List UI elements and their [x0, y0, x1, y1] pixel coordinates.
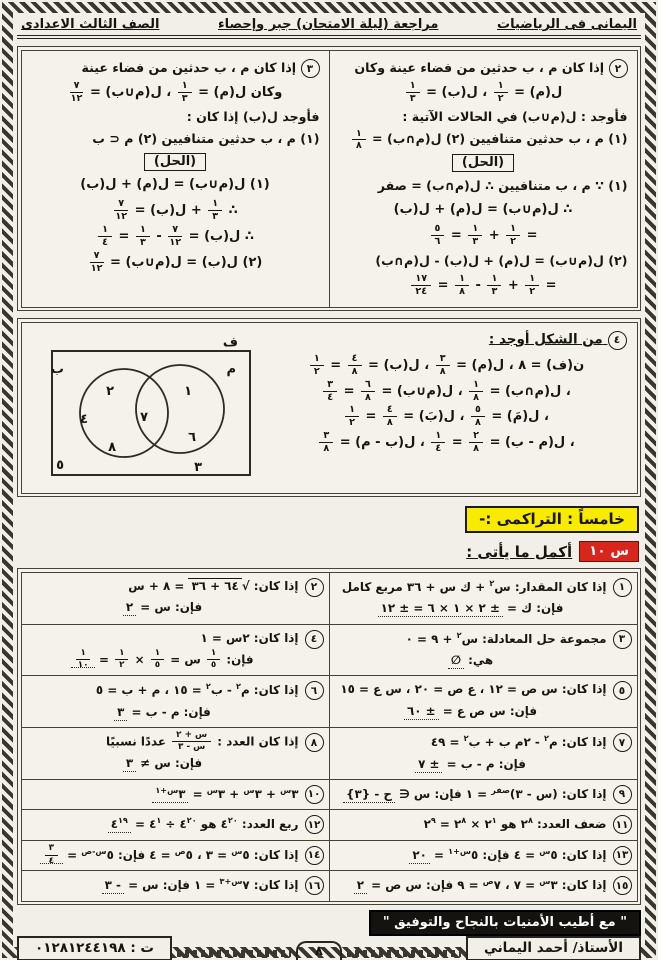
item-line: إذا كان: $٥^س$ = ٤ فإن: $٥^{س+١}$ = ٢٠	[335, 844, 607, 866]
question-2	[329, 51, 637, 307]
item-line: إذا كان: $٧^{س+٣}$ = ١ فإن: س = - ٣	[27, 874, 299, 896]
item-number: ٩	[613, 785, 632, 804]
venn-universe-label: ف	[222, 334, 238, 350]
item-line: إذا كان: √٦٤ + ٣٦ = ٨ + س	[128, 578, 299, 593]
question-2-line-4: (١) م ، ب حدثين متنافيين (٢) ل(م∩ب) = $\frac{١}{٨}$	[339, 128, 628, 151]
fill-table-inner	[21, 572, 638, 902]
item-number: ٤	[305, 630, 324, 649]
item-number: ١٦	[305, 876, 324, 895]
header-left-title: الصف الثالث الاعدادى	[21, 17, 160, 32]
item-line: إذا كان: $٥^س$ = ٣ ، $٥^ص$ = ٤ فإن: $٥^{س-ص}$ = $\frac{٣}{٤}$	[27, 844, 299, 866]
decorative-chain-line	[347, 950, 461, 957]
item-line: إذا كان: م$^٢$ - ب$^٢$ = ١٥ ، م + ب = ٥	[95, 681, 299, 698]
header-right-title: اليمانى فى الرياضيات	[497, 17, 637, 32]
wishes-box: " مع أطيب الأمنيات بالنجاح والتوفيق "	[369, 910, 641, 936]
item-number: ١٠	[305, 785, 324, 804]
venn-value: ١	[183, 383, 192, 399]
question-10-prompt: أكمل ما يأتى :	[466, 542, 573, 561]
question-4-equation-2: ، ل(م∩ب) = $\frac{١}{٨}$ ، ل(م∪ب) = $\frac{٦}{٨}$ = $\frac{٣}{٤}$	[264, 380, 629, 404]
question-4-content	[21, 322, 638, 494]
table-cell-item-4	[22, 625, 329, 676]
venn-circle-b	[80, 369, 168, 457]
table-row	[22, 780, 637, 810]
question-2-solution-4: (٢) ل(م∪ب) = ل(م) + ل(ب) - ل(م∩ب)	[375, 252, 628, 268]
fill-table	[17, 568, 641, 905]
question-3-statement	[31, 57, 320, 79]
item-answer-line: فإن: م - ب = ٣	[27, 702, 299, 723]
item-answer-line: فإن: س ≠ ٣	[27, 753, 299, 774]
item-number: ١٢	[305, 815, 324, 834]
question-3-solution-1: (١) ل(م∪ب) = ل(م) + ل(ب)	[80, 177, 270, 193]
venn-label-b: ب	[50, 361, 64, 377]
item-number: ٧	[613, 733, 632, 752]
table-cell-item-13	[329, 841, 637, 870]
item-answer-line: فإن: م - ب = ± ٧	[335, 754, 607, 775]
item-line: ربع العدد: $٤^{٢٠}$ هو $٤^{٢٠}$ ÷ $٤^١$ = $٤^{١٩}$	[27, 813, 299, 835]
table-cell-item-3	[329, 625, 637, 676]
venn-value: ٥	[55, 457, 64, 473]
question-3-number: ٣	[301, 59, 320, 78]
solution-label: (الحل)	[144, 153, 206, 171]
table-cell-item-11	[329, 810, 637, 839]
item-line: ضعف العدد: $٢^٨$ هو $٢^١$ × $٢^٨$ = $٢^٩$	[423, 815, 607, 832]
item-answer-line: فإن: س = ٢	[27, 597, 299, 618]
wishes-row	[17, 910, 641, 936]
item-number: ١٤	[305, 846, 324, 865]
table-cell-item-1	[329, 573, 637, 624]
table-row	[22, 871, 637, 900]
question-3-line-4: (١) م ، ب حدثين متنافيين (٢) م ⊂ ب	[92, 131, 320, 147]
item-line: إذا كان: (س - ٣)$^{صفر}$ = ١ فإن: س ∈ ح - {٣}	[335, 783, 607, 805]
item-line: إذا كان المقدار: س$^٢$ + ك س + ٣٦ مربع كامل	[341, 577, 607, 594]
teacher-name-box: الأستاذ/ أحمد اليماني	[466, 936, 641, 960]
question-10-row	[17, 541, 639, 562]
table-cell-item-12	[22, 810, 329, 839]
item-line: إذا كان: $٣^س$ = ٧ ، $٧^ص$ = ٩ فإن: س ص = ٢	[335, 874, 607, 896]
question-3-solution-3: ∴ ل(ب) = $\frac{٧}{١٢}$ - $\frac{١}{٣}$ = $\frac{١}{٤}$	[31, 225, 320, 249]
table-row	[22, 810, 637, 840]
table-cell-item-9	[329, 780, 637, 809]
item-number: ١١	[613, 815, 632, 834]
table-cell-item-8	[22, 728, 329, 779]
question-2-line-3: فأوجد : ل(م∪ب) في الحالات الآتية :	[402, 109, 628, 125]
table-row	[22, 728, 637, 780]
table-cell-item-16	[22, 871, 329, 900]
decorative-chain-line	[177, 950, 291, 957]
question-3-line-1: إذا كان م ، ب حدثين من فضاء عينة	[81, 59, 297, 75]
question-4-title-text: من الشكل أوجد :	[488, 331, 603, 348]
section-5-banner: خامساً : التراكمى :-	[465, 506, 639, 533]
question-2-number: ٢	[609, 59, 628, 78]
item-line: إذا كان العدد : $\frac{\text{س + ٢}}{\text{س - ٣}}$ عددًا نسبيًا	[105, 730, 299, 753]
question-2-solution-5: = $\frac{١}{٢}$ + $\frac{١}{٣}$ - $\frac{١}{٨}$ = $\frac{١٧}{٢٤}$	[339, 274, 628, 298]
table-cell-item-5	[329, 676, 637, 727]
solution-label: (الحل)	[452, 154, 514, 172]
item-number: ١٣	[613, 846, 632, 865]
question-4-equations	[264, 327, 629, 487]
phone-number-box: ت : ٠١٢٨١٢٤٤١٩٨	[17, 936, 172, 960]
header	[17, 15, 641, 39]
item-number: ١٥	[613, 876, 632, 895]
item-answer-line: هي: ∅	[335, 650, 607, 671]
table-cell-item-7	[329, 728, 637, 779]
venn-panel	[30, 327, 264, 487]
page-content	[17, 15, 641, 959]
venn-label-m: م	[225, 361, 236, 377]
venn-value: ٤	[79, 411, 88, 427]
question-3-solution-4: (٢) ل(ب) = ل(م∪ب) = $\frac{٧}{١٢}$	[90, 249, 263, 274]
venn-value: ٧	[139, 409, 148, 425]
venn-value: ٢	[105, 383, 114, 399]
questions-box	[17, 46, 641, 311]
item-line: مجموعة حل المعادلة: س$^٢$ + ٩ = ٠	[405, 629, 607, 646]
table-row	[22, 841, 637, 871]
question-3	[22, 51, 329, 307]
table-cell-item-6	[22, 676, 329, 727]
question-3-line-2: وكان ل(م) = $\frac{١}{٣}$ ، ل(م∪ب) = $\frac{٧}{١٢}$	[70, 79, 283, 104]
item-line: إذا كان: ٢س = ١	[200, 630, 299, 645]
question-3-solution-2: ∴ $\frac{١}{٣}$ + ل(ب) = $\frac{٧}{١٢}$	[115, 198, 238, 223]
table-row	[22, 573, 637, 625]
item-line: إذا كان: م$^٢$ - ٢م ب + ب$^٢$ = ٤٩	[430, 733, 607, 750]
question-2-solution-1: (١) ∵ م ، ب متنافيين ∴ ل(م∩ب) = صفر	[377, 178, 628, 194]
question-4-number: ٤	[608, 331, 627, 350]
item-number: ٦	[305, 681, 324, 700]
page-number-tab: ٨	[296, 941, 342, 960]
venn-circle-m	[136, 365, 224, 453]
item-line: إذا كان: س ص = ١٢ ، ع ص = ٢٠ ، س ع = ١٥	[340, 682, 607, 697]
item-answer-line: فإن: س ص ع = ± ٦٠	[335, 701, 607, 722]
question-2-solution-3: = $\frac{١}{٢}$ + $\frac{١}{٣}$ = $\frac{٥}{٦}$	[339, 224, 628, 248]
table-row	[22, 676, 637, 728]
item-number: ٨	[305, 733, 324, 752]
question-2-statement	[339, 57, 628, 79]
table-cell-item-2	[22, 573, 329, 624]
table-cell-item-15	[329, 871, 637, 900]
item-number: ٢	[305, 578, 324, 597]
venn-value: ٨	[107, 439, 116, 455]
question-2-line-1: إذا كان م ، ب حدثين من فضاء عينة وكان	[354, 59, 605, 75]
item-answer-line: فإن: $\frac{١}{٥}$ س = $\frac{١}{٥}$ × $\frac{١}{٢}$ = $\frac{١}{١٠}$	[27, 649, 299, 671]
venn-value: ٦	[187, 429, 196, 445]
question-2-line-2: ل(م) = $\frac{١}{٢}$ ، ل(ب) = $\frac{١}{٣}$	[339, 81, 628, 105]
question-10-badge: س ١٠	[579, 541, 639, 562]
venn-diagram	[40, 331, 264, 483]
question-4-box	[17, 318, 641, 497]
item-number: ٣	[613, 630, 632, 649]
header-center-title: مراجعة (ليلة الامتحان) جبر وإحصاء	[218, 17, 439, 32]
table-cell-item-14	[22, 841, 329, 870]
question-4-title	[266, 329, 627, 350]
footer	[17, 936, 641, 960]
questions-columns	[21, 50, 638, 308]
item-line: $٣^س$ + $٣^س$ + $٣^س$ = $٣^{س+١}$	[27, 783, 299, 805]
item-number: ١	[613, 578, 632, 597]
item-number: ٥	[613, 681, 632, 700]
question-4-equation-3: ، ل(مَ) = $\frac{٥}{٨}$ ، ل(بَ) = $\frac{٤}{٨}$ = $\frac{١}{٢}$	[264, 405, 629, 429]
item-answer-line: فإن: ك = ± ٢ × ١ × ٦ = ± ١٢	[335, 598, 607, 619]
question-2-solution-2: ∴ ل(م∪ب) = ل(م) + ل(ب)	[393, 202, 573, 218]
question-3-line-3: فأوجد ل(ب) إذا كان :	[186, 109, 320, 125]
question-4-equation-4: ، ل(م - ب) = $\frac{٢}{٨}$ = $\frac{١}{٤}$ ، ل(ب - م) = $\frac{٣}{٨}$	[264, 431, 629, 455]
question-4-equation-1: ن(ف) = ٨ ، ل(م) = $\frac{٣}{٨}$ ، ل(ب) = $\frac{٤}{٨}$ = $\frac{١}{٢}$	[264, 354, 629, 378]
table-row	[22, 625, 637, 677]
table-cell-item-10	[22, 780, 329, 809]
venn-value: ٣	[193, 459, 202, 475]
